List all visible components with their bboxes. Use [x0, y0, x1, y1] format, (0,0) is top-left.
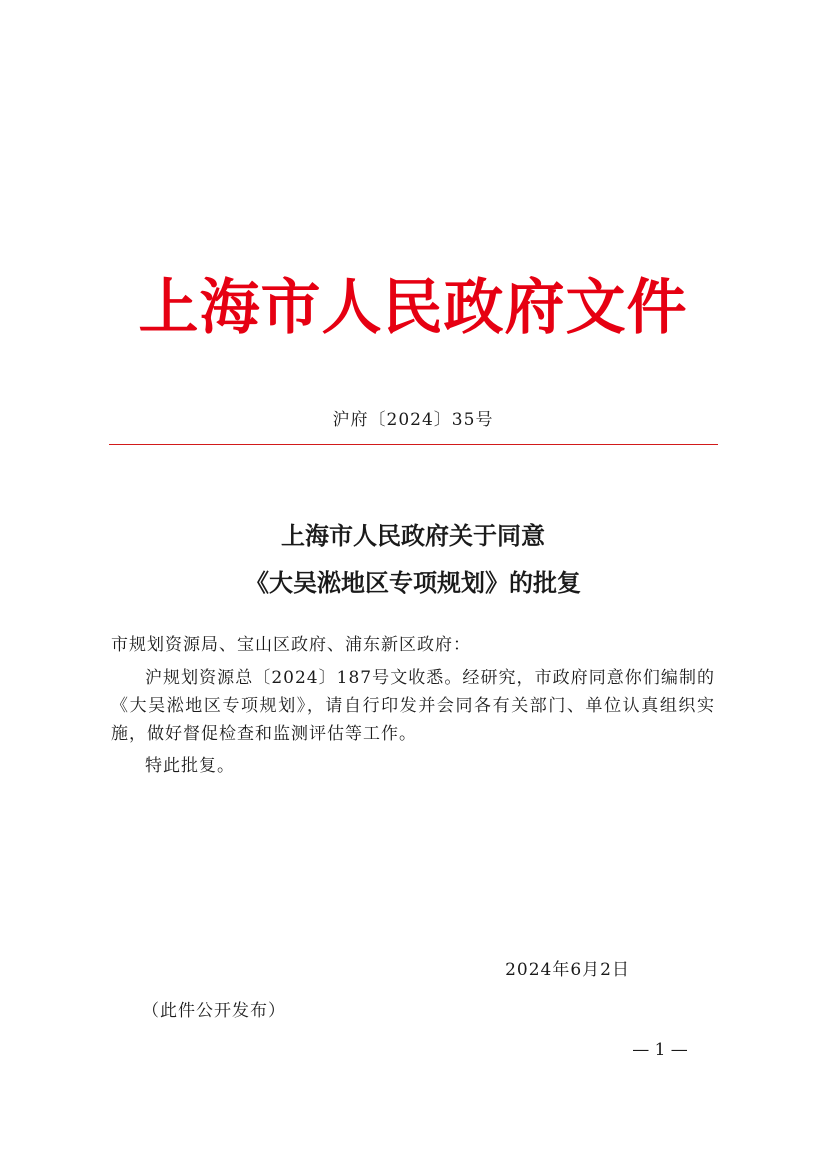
page-number: — 1 —: [632, 1040, 688, 1060]
document-masthead: 上海市人民政府文件: [138, 273, 688, 343]
red-separator-line: [109, 444, 718, 445]
document-number: 沪府〔2024〕35号: [332, 410, 494, 430]
document-title-line-2: 《大吴淞地区专项规划》的批复: [245, 568, 581, 597]
issue-date: 2024年6月2日: [505, 960, 630, 980]
closing-line: 特此批复。: [145, 756, 235, 776]
body-paragraph: 沪规划资源总〔2024〕187号文收悉。经研究，市政府同意你们编制的《大吴淞地区专项规划》，请自行印发并会同各有关部门、单位认真组织实施，做好督促检查和监测评估等工作。: [111, 668, 715, 744]
document-title-line-1: 上海市人民政府关于同意: [281, 521, 545, 550]
publication-note: （此件公开发布）: [142, 1001, 286, 1021]
addressee: 市规划资源局、宝山区政府、浦东新区政府：: [111, 635, 471, 655]
